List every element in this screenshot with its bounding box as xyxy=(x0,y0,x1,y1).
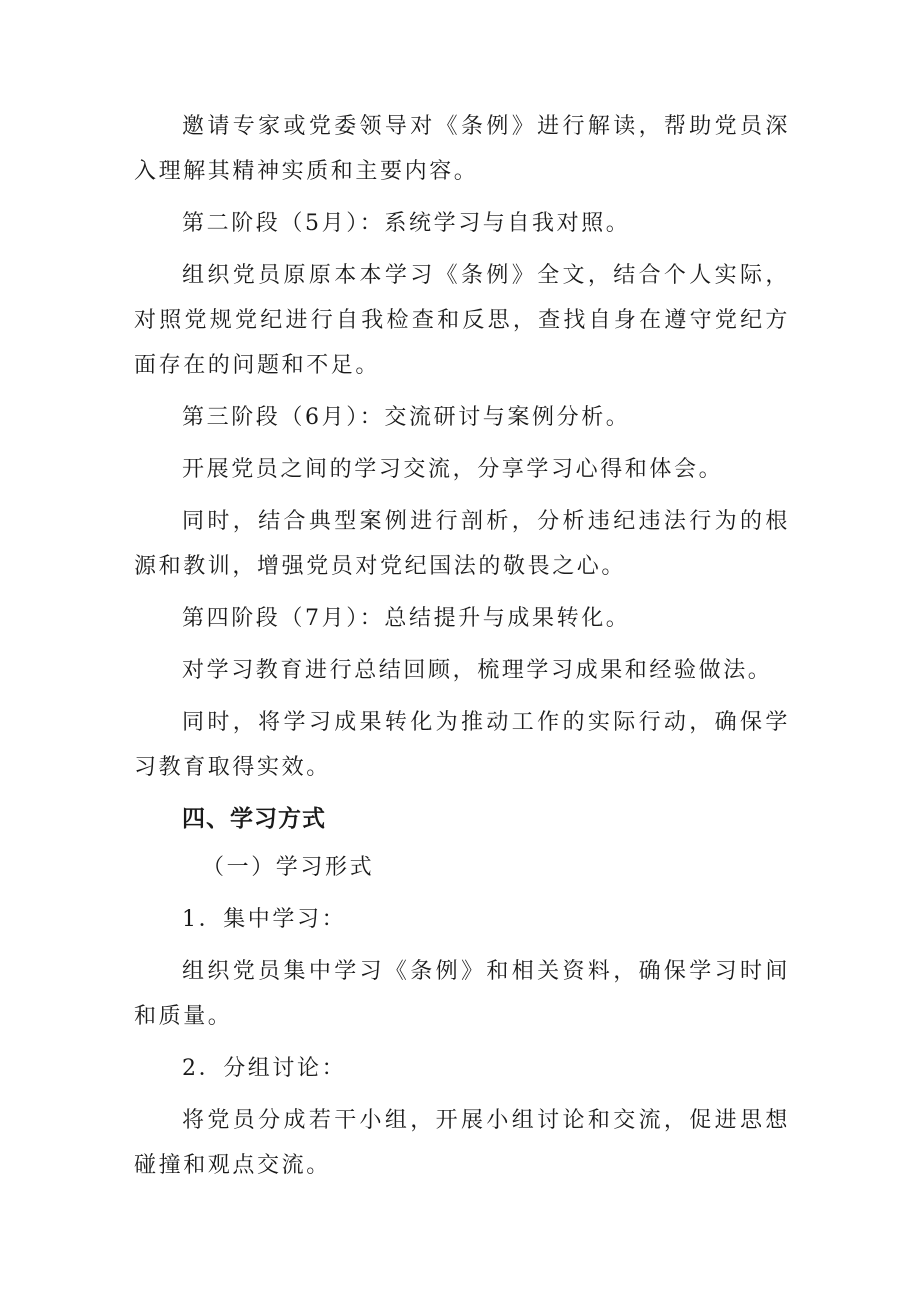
item-title-group-discussion: 2．分组讨论： xyxy=(182,1056,347,1081)
item-text-group-discussion: 将党员分成若干小组，开展小组讨论和交流，促进思想碰撞和观点交流。 xyxy=(134,1108,790,1178)
paragraph-expert-interpretation: 邀请专家或党委领导对《条例》进行解读，帮助党员深入理解其精神实质和主要内容。 xyxy=(134,114,790,184)
paragraph-stage-two-content: 组织党员原原本本学习《条例》全文，结合个人实际，对照党规党纪进行自我检查和反思，查找自身在遵守党纪方面存在的问题和不足。 xyxy=(134,263,790,378)
paragraph-stage-three-case: 同时，结合典型案例进行剖析，分析违纪违法行为的根源和教训，增强党员对党纪国法的敬畏之心。 xyxy=(134,509,790,579)
paragraph-stage-two-title: 第二阶段（5月）：系统学习与自我对照。 xyxy=(182,211,631,236)
paragraph-stage-four-title: 第四阶段（7月）：总结提升与成果转化。 xyxy=(182,606,631,631)
item-text-centralized-study: 组织党员集中学习《条例》和相关资料，确保学习时间和质量。 xyxy=(134,959,790,1029)
subheading-study-forms: （一）学习形式 xyxy=(202,855,375,880)
item-title-centralized-study: 1．集中学习： xyxy=(182,907,347,932)
section-heading-study-methods: 四、学习方式 xyxy=(182,806,326,832)
document-page xyxy=(134,104,790,1195)
paragraph-stage-three-exchange: 开展党员之间的学习交流，分享学习心得和体会。 xyxy=(182,457,724,482)
paragraph-stage-four-transform: 同时，将学习成果转化为推动工作的实际行动，确保学习教育取得实效。 xyxy=(134,710,790,780)
paragraph-stage-three-title: 第三阶段（6月）：交流研讨与案例分析。 xyxy=(182,405,631,430)
paragraph-stage-four-review: 对学习教育进行总结回顾，梳理学习成果和经验做法。 xyxy=(182,658,773,683)
